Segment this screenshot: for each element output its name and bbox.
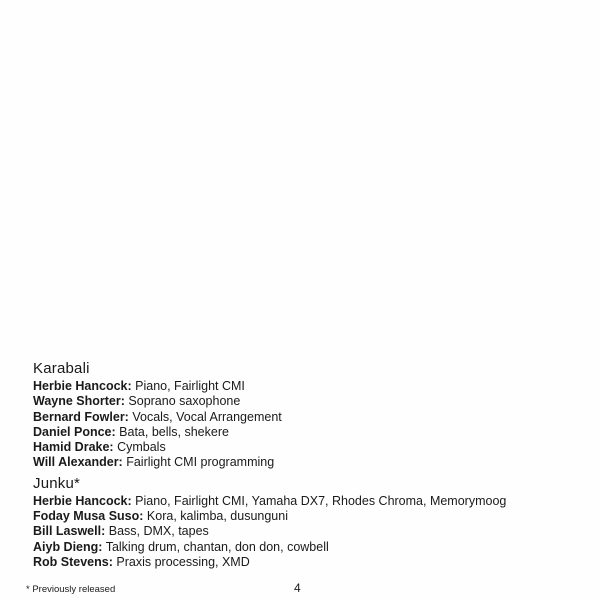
musician-name: Rob Stevens: <box>33 554 113 569</box>
credits-block <box>33 359 593 570</box>
section-title-junku: Junku* <box>33 474 81 492</box>
musician-name: Daniel Ponce: <box>33 424 116 439</box>
musician-role: Cymbals <box>117 440 166 455</box>
musician-role: Talking drum, chantan, don don, cowbell <box>105 539 329 554</box>
musician-role: Soprano saxophone <box>128 394 241 409</box>
credit-line <box>33 555 593 570</box>
section-title-karabali: Karabali <box>33 360 90 377</box>
footnote: * Previously released <box>26 584 116 595</box>
musician-name: Hamid Drake: <box>33 440 114 455</box>
credit-line <box>33 410 593 425</box>
musician-name: Bernard Fowler: <box>33 409 129 424</box>
musician-role: Piano, Fairlight CMI, Yamaha DX7, Rhodes Chroma, Memorymoog <box>135 493 507 508</box>
page-number: 4 <box>294 581 301 595</box>
musician-role: Bata, bells, shekere <box>119 424 229 439</box>
musician-name: Wayne Shorter: <box>33 394 125 409</box>
credit-line <box>33 494 593 509</box>
musician-name: Herbie Hancock: <box>33 493 132 508</box>
credit-line <box>33 455 593 470</box>
musician-role: Praxis processing, XMD <box>116 554 250 569</box>
musician-name: Herbie Hancock: <box>33 379 132 393</box>
musician-role: Fairlight CMI programming <box>126 455 275 470</box>
credit-line <box>33 394 593 409</box>
musician-name: Will Alexander: <box>33 455 123 470</box>
musician-name: Foday Musa Suso: <box>33 509 144 524</box>
credit-line <box>33 425 593 440</box>
musician-name: Bill Laswell: <box>33 524 106 539</box>
credit-line <box>33 509 593 524</box>
credit-line <box>33 379 593 394</box>
credit-line <box>33 540 593 555</box>
musician-role: Kora, kalimba, dusunguni <box>146 509 288 524</box>
credit-line <box>33 524 593 539</box>
musician-role: Piano, Fairlight CMI <box>135 379 245 393</box>
musician-role: Vocals, Vocal Arrangement <box>132 409 282 424</box>
musician-role: Bass, DMX, tapes <box>108 524 209 539</box>
musician-name: Aiyb Dieng: <box>33 539 103 554</box>
credit-line <box>33 440 593 455</box>
